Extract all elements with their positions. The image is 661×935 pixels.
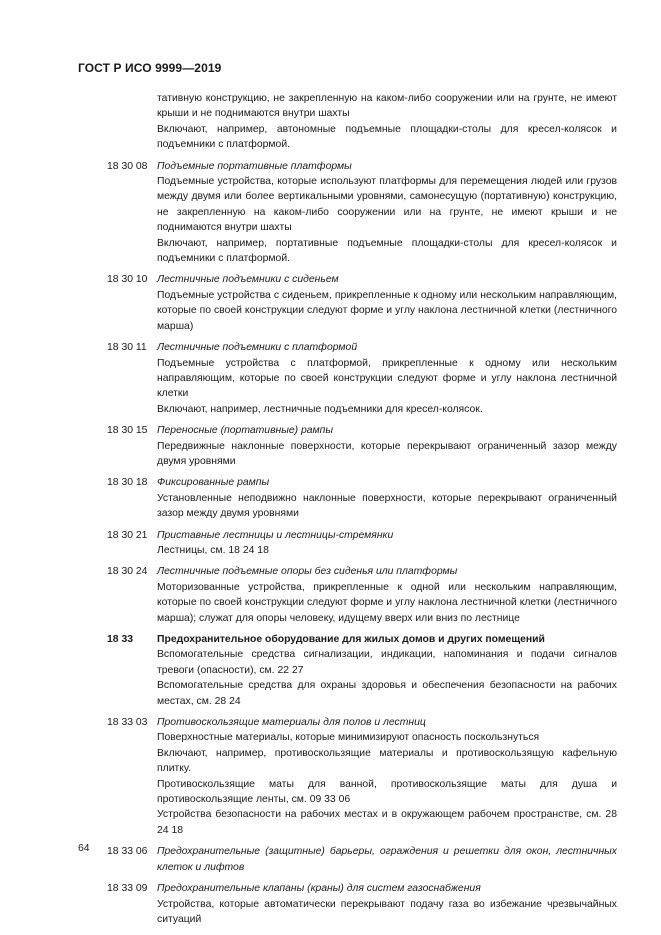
entry-paragraph: Включают, например, лестничные подъемники для кресел-колясок. <box>157 403 483 415</box>
entry-body <box>157 564 617 626</box>
entry-body <box>157 844 617 875</box>
entry-body <box>157 423 617 469</box>
intro-paragraph: тативную конструкцию, не закрепленную на каком-либо сооружении или на грунте, не имеют крыши и не поднимаются внутри шахты <box>157 93 617 120</box>
entry-paragraph: Вспомогательные средства сигнализации, индикации, напоминания и подачи сигналов тревоги (опасности), см. 22 27 <box>157 649 617 676</box>
entry-title: Лестничные подъемники с платформой <box>157 342 358 354</box>
entry-paragraph: Устройства безопасности на рабочих местах и в окружающем рабочем пространстве, см. 28 24 18 <box>157 809 617 836</box>
classification-entry <box>107 272 617 334</box>
entry-code: 18 30 11 <box>107 342 147 354</box>
entry-title: Предохранительные клапаны (краны) для систем газоснабжения <box>157 883 481 895</box>
entry-title: Лестничные подъемные опоры без сиденья или платформы <box>157 566 458 578</box>
entry-code: 18 30 24 <box>107 566 148 578</box>
entry-code: 18 33 <box>107 634 134 645</box>
entry-body <box>157 528 617 559</box>
entry-code: 18 30 10 <box>107 274 148 286</box>
entry-title: Противоскользящие материалы для полов и лестниц <box>157 717 426 729</box>
entry-body <box>157 159 617 267</box>
entry-title: Предохранительное оборудование для жилых домов и других помещений <box>157 634 545 645</box>
entry-body <box>157 715 617 838</box>
document-header: ГОСТ Р ИСО 9999—2019 <box>78 61 222 75</box>
entry-title: Переносные (портативные) рампы <box>157 425 334 437</box>
entry-code: 18 30 15 <box>107 425 148 437</box>
intro-paragraph: Включают, например, автономные подъемные площадки-столы для кресел-колясок и подъемники с платформой. <box>157 123 617 151</box>
entry-body <box>157 632 617 709</box>
entry-body <box>157 272 617 334</box>
entry-paragraph: Включают, например, портативные подъемные площадки-столы для кресел-колясок и подъемники с платформой. <box>157 237 617 265</box>
entry-body <box>157 475 617 521</box>
entry-title: Фиксированные рампы <box>157 477 270 489</box>
entry-paragraph: Поверхностные материалы, которые минимизируют опасность поскользнуться <box>157 732 540 744</box>
entry-paragraph: Включают, например, противоскользящие материалы и противоскользящую кафельную плитку. <box>157 747 617 775</box>
classification-entry <box>107 632 617 709</box>
classification-entry <box>107 715 617 838</box>
entry-paragraph: Противоскользящие маты для ванной, противоскользящие маты для душа и противоскользящие ленты, см. 09 33 06 <box>157 778 617 806</box>
entry-code: 18 30 18 <box>107 477 148 489</box>
entry-title: Приставные лестницы и лестницы-стремянки <box>157 529 394 541</box>
entry-paragraph: Подъемные устройства с сиденьем, прикрепленные к одному или нескольким направляющим, которые по своей конструкции следуют форме и углу наклона лестничной клетки (лестничного марша) <box>157 289 617 332</box>
classification-entry <box>107 159 617 267</box>
entry-code: 18 33 06 <box>107 846 148 858</box>
classification-entry <box>107 881 617 927</box>
entry-paragraph: Установленные неподвижно наклонные поверхности, которые перекрывают ограниченный зазор между двумя уровнями <box>157 492 617 520</box>
entry-paragraph: Устройства, которые автоматически перекрывают подачу газа во избежание чрезвычайных ситуаций <box>157 898 617 925</box>
entry-body <box>157 340 617 417</box>
entry-paragraph: Подъемные устройства, которые используют платформы для перемещения людей или грузов между двумя или более вертикальными уровнями, самонесущую (портативную) конструкцию, не закрепленную на каком-либо сооружении или на грунте, не имеют крыши и не поднимаются внутри шахты <box>157 176 617 234</box>
entry-paragraph: Подъемные устройства с платформой, прикрепленные к одному или нескольким направляющим, которые по своей конструкции следуют форме и углу наклона лестничной клетки <box>157 357 617 400</box>
entry-paragraph: Моторизованные устройства, прикрепленные к одной или нескольким направляющим, которые по своей конструкции следуют форме и углу наклона лестничной клетки (лестничного марша); служат для опоры человеку, идущему вверх или вниз по лестнице <box>157 581 617 624</box>
entry-code: 18 30 21 <box>107 529 148 541</box>
entry-list <box>107 159 617 928</box>
entry-title: Предохранительные (защитные) барьеры, ограждения и решетки для окон, лестничных клеток и лифтов <box>157 846 617 873</box>
classification-entry <box>107 423 617 469</box>
entry-body <box>157 881 617 927</box>
classification-entry <box>107 844 617 875</box>
entry-title: Подъемные портативные платформы <box>157 160 352 172</box>
entry-paragraph: Лестницы, см. 18 24 18 <box>157 544 269 556</box>
classification-entry <box>107 475 617 521</box>
entry-code: 18 30 08 <box>107 160 148 172</box>
classification-entry <box>107 528 617 559</box>
classification-entry <box>107 340 617 417</box>
intro-continuation <box>157 91 617 153</box>
entry-code: 18 33 09 <box>107 883 148 895</box>
entry-paragraph: Вспомогательные средства для охраны здоровья и обеспечения безопасности на рабочих местах, см. 28 24 <box>157 680 617 707</box>
entry-code: 18 33 03 <box>107 717 148 729</box>
page-number: 64 <box>78 843 90 854</box>
entry-paragraph: Передвижные наклонные поверхности, которые перекрывают ограниченный зазор между двумя уровнями <box>157 440 617 467</box>
document-body <box>107 91 617 927</box>
classification-entry <box>107 564 617 626</box>
entry-title: Лестничные подъемники с сиденьем <box>157 274 339 286</box>
